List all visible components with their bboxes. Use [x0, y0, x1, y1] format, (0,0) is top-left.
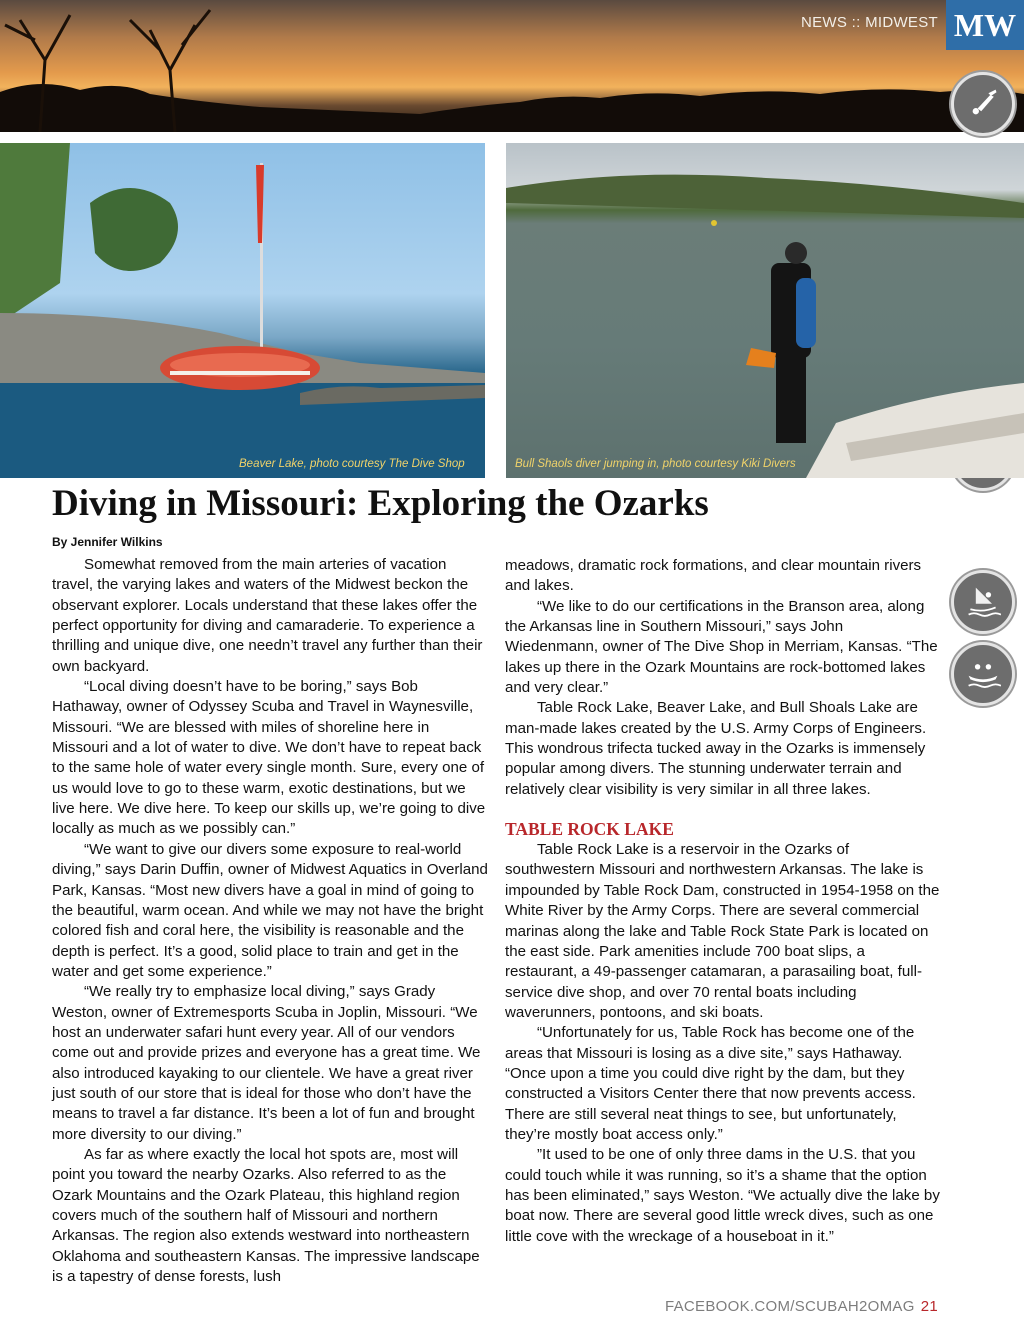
- bull-shoals-scene: [506, 143, 1024, 478]
- header-banner: [0, 0, 1024, 132]
- mw-logo: MW: [946, 0, 1024, 50]
- paragraph: As far as where exactly the local hot spots are, most will point you toward the nearby Ozarks. Also referred to as the Ozark Mountains and the Ozark Plateau, this highland region covers much of the southern half of Missouri and northern Arkansas. The region also extends westward into northeastern Oklahoma and southeastern Kansas. The impressive landscape is a tapestry of dense forests, lush: [52, 1145, 480, 1286]
- paragraph: “We like to do our certifications in the Branson area, along the Arkansas line in Southern Missouri,” says John Wiedenmann, owner of The Dive Shop in Merriam, Kansas. “The lakes up there in the Ozark Mountains are rock-bottomed lakes and very clear.”: [505, 597, 938, 697]
- byline: By Jennifer Wilkins: [52, 535, 163, 549]
- windsurf-icon[interactable]: [951, 570, 1015, 634]
- page-footer: [665, 1298, 938, 1315]
- paragraph: “We really try to emphasize local diving,” says Grady Weston, owner of Extremesports Scuba in Joplin, Missouri. “We host an underwater safari hunt every year. All of our vendors come out and provide prizes and everyone has a great time. We also introduced kayaking to our clientele. We have a great river just south of our store that is ideal for those who don’t have the means to travel a far distance. It’s been a lot of fun and brought more diversity to our diving.”: [52, 983, 481, 1143]
- paragraph: Table Rock Lake, Beaver Lake, and Bull Shoals Lake are man-made lakes created by the U.S. Army Corps of Engineers. This wondrous trifecta tucked away in the Ozarks is immensely popular among divers. The stunning underwater terrain and relatively clear visibility is very similar in all three lakes.: [505, 699, 927, 798]
- canoe-icon[interactable]: [951, 642, 1015, 706]
- left-column: [52, 555, 488, 1287]
- section-label: NEWS :: MIDWEST: [801, 14, 938, 31]
- page-number: 21: [920, 1298, 938, 1315]
- right-photo-caption: Bull Shaols diver jumping in, photo courtesy Kiki Divers: [515, 458, 796, 470]
- bare-tree-silhouette: [0, 0, 260, 132]
- right-column: [505, 556, 940, 1247]
- paragraph: “We want to give our divers some exposure to real-world diving,” says Darin Duffin, owner of Midwest Aquatics in Overland Park, Kansas. “Most new divers have a goal in mind of going to the beautiful, warm ocean. And while we may not have the bright colored fish and coral here, the visibility is reasonable and the depth is perfect. It’s a good, solid place to train and get in the water and get some experience.”: [52, 840, 488, 980]
- paragraph: “Unfortunately for us, Table Rock has become one of the areas that Missouri is losing as a dive site,” says Hathaway. “Once upon a time you could dive right by the dam, but they constructed a Visitors Center there that now prevents access. There are still several neat things to see, but unfortunately, they’re mostly boat access only.”: [505, 1024, 916, 1143]
- paragraph-continuation: meadows, dramatic rock formations, and clear mountain rivers and lakes.: [505, 557, 922, 595]
- paragraph: Table Rock Lake is a reservoir in the Ozarks of southwestern Missouri and northwestern Arkansas. The lake is impounded by Table Rock Dam, constructed in 1954-1958 on the White River by the Army Corps. There are several commercial marinas along the lake and Table Rock State Park is located on the east side. Park amenities include 700 boat slips, a restaurant, a 49-passenger catamaran, a parasailing boat, full-service dive shop, and over 70 rental boats including waverunners, pontoons, and ski boats.: [505, 841, 940, 1021]
- section-subhead: TABLE ROCK LAKE: [505, 819, 674, 840]
- beaver-lake-scene: [0, 143, 485, 478]
- beaver-lake-photo: [0, 143, 485, 478]
- paragraph: ”It used to be one of only three dams in the U.S. that you could touch while it was running, so it’s a shame that the option has been eliminated,” says Weston. “We actually dive the lake by boat now. There are several good little wreck dives, such as one little cove with the wreckage of a houseboat in it.”: [505, 1146, 940, 1245]
- footer-site-link[interactable]: FACEBOOK.COM/SCUBAH2OMAG: [664, 1298, 915, 1315]
- article-title: Diving in Missouri: Exploring the Ozarks: [52, 483, 709, 524]
- bull-shoals-photo: [506, 143, 1024, 478]
- left-photo-caption: Beaver Lake, photo courtesy The Dive Shop: [239, 458, 465, 470]
- paragraph: “Local diving doesn’t have to be boring,” says Bob Hathaway, owner of Odyssey Scuba and Travel in Waynesville, Missouri. “We are blessed with miles of shoreline here in Missouri and a lot of water to dive. We don’t have to repeat back to the same hole of water every single month. Sure, every one of us would love to go to these warm, exotic destinations, but we live here. We dive here. To keep our skills up, we’re going to dive locally as much as we possibly can.”: [52, 678, 486, 838]
- paragraph: Somewhat removed from the main arteries of vacation travel, the varying lakes and waters of the Midwest beckon the observant explorer. Locals understand that these lakes offer the perfect opportunity for diving and camaraderie. To experience a thrilling and unique dive, one needn’t travel any further than their own backyard.: [52, 556, 483, 675]
- scuba-diver-icon[interactable]: [951, 72, 1015, 136]
